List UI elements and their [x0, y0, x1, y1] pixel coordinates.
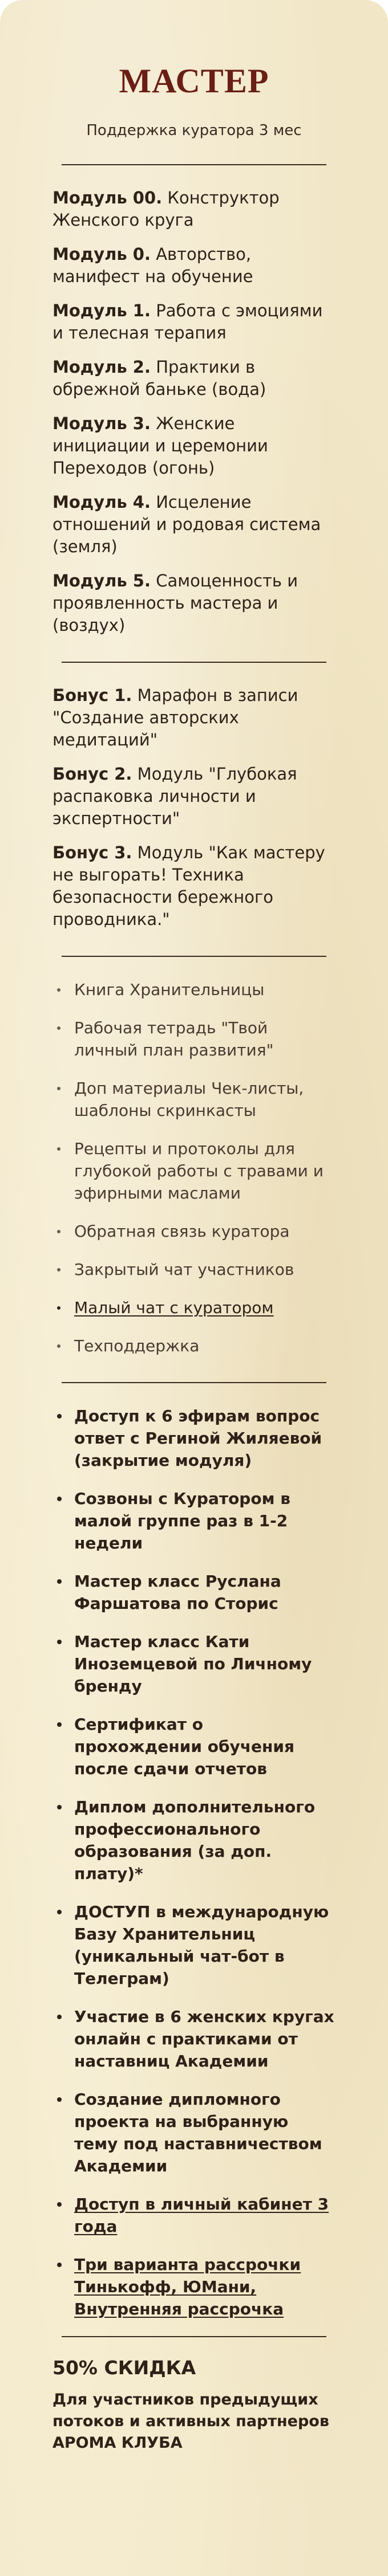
bullet-icon [57, 1230, 60, 1233]
module-text: Женские инициации и церемонии Переходов (огонь) [52, 414, 268, 478]
module-text: Авторство, манифест на обучение [52, 244, 253, 286]
list-item[interactable] [52, 1297, 336, 1319]
module-item [52, 491, 336, 558]
tariff-subtitle: Поддержка куратора 3 мес [86, 122, 302, 139]
list-item[interactable] [52, 2253, 336, 2320]
list-item-text: Диплом дополнительного профессионального образования (за доп. плату)* [74, 1798, 316, 1883]
list-item [52, 1405, 336, 1472]
list-item-text: Рабочая тетрадь "Твой личный план развития" [74, 1018, 274, 1059]
list-item [52, 1077, 336, 1122]
bullet-icon [57, 2202, 62, 2207]
module-item [52, 413, 336, 479]
bullet-icon [57, 1414, 62, 1419]
bonus-label: Бонус 1. [52, 686, 132, 705]
bullet-icon [57, 2097, 62, 2102]
bullet-icon [57, 1722, 62, 1727]
list-item [52, 1713, 336, 1780]
module-text: Самоценность и проявленность мастера и (воздух) [52, 571, 298, 635]
bonus-text: Модуль "Глубокая распаковка личности и экспертности" [52, 764, 297, 828]
bullet-icon [57, 1640, 62, 1644]
module-item [52, 187, 336, 231]
module-item [52, 300, 336, 344]
bullet-icon [57, 1344, 60, 1348]
list-item-text: Рецепты и протоколы для глубокой работы с травами и эфирными маслами [74, 1139, 324, 1203]
list-item [52, 1631, 336, 1697]
list-item [52, 1796, 336, 1885]
bullet-icon [57, 1268, 60, 1271]
list-item-text: Доступ к 6 эфирам вопрос ответ с Региной Жиляевой (закрытие модуля) [74, 1407, 322, 1470]
module-label: Модуль 00. [52, 188, 163, 207]
list-item-text: Техподдержка [74, 1336, 200, 1355]
curator-chat-link[interactable]: Малый чат с куратором [74, 1298, 274, 1317]
tariff-title: МАСТЕР [119, 62, 269, 100]
divider [62, 662, 326, 663]
module-label: Модуль 3. [52, 414, 151, 433]
module-label: Модуль 2. [52, 357, 151, 377]
module-text: Практики в обрежной баньке (вода) [52, 357, 266, 399]
list-item [52, 2006, 336, 2072]
list-item-text: Мастер класс Кати Иноземцевой по Личному бренду [74, 1632, 312, 1695]
installment-link[interactable]: Три варианта рассрочки Тинькофф, ЮМани, Внутренняя рассрочка [74, 2255, 301, 2318]
module-label: Модуль 4. [52, 492, 151, 512]
bonus-text: Марафон в записи "Создание авторских медитаций" [52, 686, 298, 749]
module-text: Исцеление отношений и родовая система (земля) [52, 492, 321, 556]
divider [62, 1382, 326, 1383]
divider [62, 956, 326, 957]
list-item-text: Мастер класс Руслана Фаршатова по Сторис [74, 1572, 281, 1613]
bullet-icon [57, 1306, 60, 1310]
features-list [52, 1405, 336, 2320]
list-item-text: Созвоны с Куратором в малой группе раз в 1-2 недели [74, 1489, 290, 1552]
bonuses-list [52, 684, 336, 931]
discount-note: Для участников предыдущих потоков и активных партнеров АРОМА КЛУБА [52, 2391, 329, 2452]
bullet-icon [57, 2015, 62, 2019]
list-item [52, 979, 336, 1001]
list-item-text: Закрытый чат участников [74, 1260, 294, 1279]
list-item [52, 1258, 336, 1281]
bonus-item [52, 842, 336, 931]
list-item [52, 1901, 336, 1990]
list-item-text: Участие в 6 женских кругах онлайн с практиками от наставниц Академии [74, 2007, 334, 2070]
divider [62, 2336, 326, 2337]
bullet-icon [57, 2263, 62, 2267]
module-label: Модуль 0. [52, 244, 151, 264]
list-item-text: Обратная связь куратора [74, 1222, 290, 1241]
module-item [52, 570, 336, 637]
list-item [52, 1017, 336, 1061]
bonus-item [52, 684, 336, 751]
bullet-icon [57, 988, 60, 992]
materials-list [52, 979, 336, 1357]
list-item-text: Доп материалы Чек-листы, шаблоны скринкасты [74, 1079, 304, 1120]
module-label: Модуль 5. [52, 571, 151, 590]
list-item-text: ДОСТУП в международную Базу Хранительниц (уникальный чат-бот в Телеграм) [74, 1902, 329, 1988]
module-item [52, 356, 336, 401]
bullet-icon [57, 1579, 62, 1584]
list-item-text: Книга Хранительницы [74, 980, 265, 999]
list-item [52, 1487, 336, 1554]
list-item [52, 1220, 336, 1242]
bullet-icon [57, 1147, 60, 1151]
list-item [52, 2088, 336, 2177]
bonus-item [52, 763, 336, 830]
list-item-text: Сертификат о прохождении обучения после сдачи отчетов [74, 1715, 294, 1778]
bonus-label: Бонус 2. [52, 764, 132, 784]
bonus-text: Модуль "Как мастеру не выгорать! Техника безопасности бережного проводника." [52, 843, 325, 929]
list-item[interactable] [52, 2193, 336, 2237]
module-text: Конструктор Женского круга [52, 188, 280, 230]
divider [62, 164, 326, 165]
bullet-icon [57, 1087, 60, 1090]
module-label: Модуль 1. [52, 301, 151, 320]
list-item [52, 1570, 336, 1615]
module-item [52, 243, 336, 288]
list-item [52, 1335, 336, 1357]
bullet-icon [57, 1026, 60, 1030]
bullet-icon [57, 1497, 62, 1501]
list-item [52, 1138, 336, 1204]
discount-title: 50% СКИДКА [52, 2357, 196, 2379]
modules-list [52, 187, 336, 637]
bullet-icon [57, 1805, 62, 1809]
bullet-icon [57, 1910, 62, 1914]
bonus-label: Бонус 3. [52, 843, 132, 862]
module-text: Работа с эмоциями и телесная терапия [52, 301, 323, 343]
list-item-text: Создание дипломного проекта на выбранную тему под наставничеством Академии [74, 2090, 322, 2175]
personal-cabinet-link[interactable]: Доступ в личный кабинет 3 года [74, 2195, 329, 2236]
